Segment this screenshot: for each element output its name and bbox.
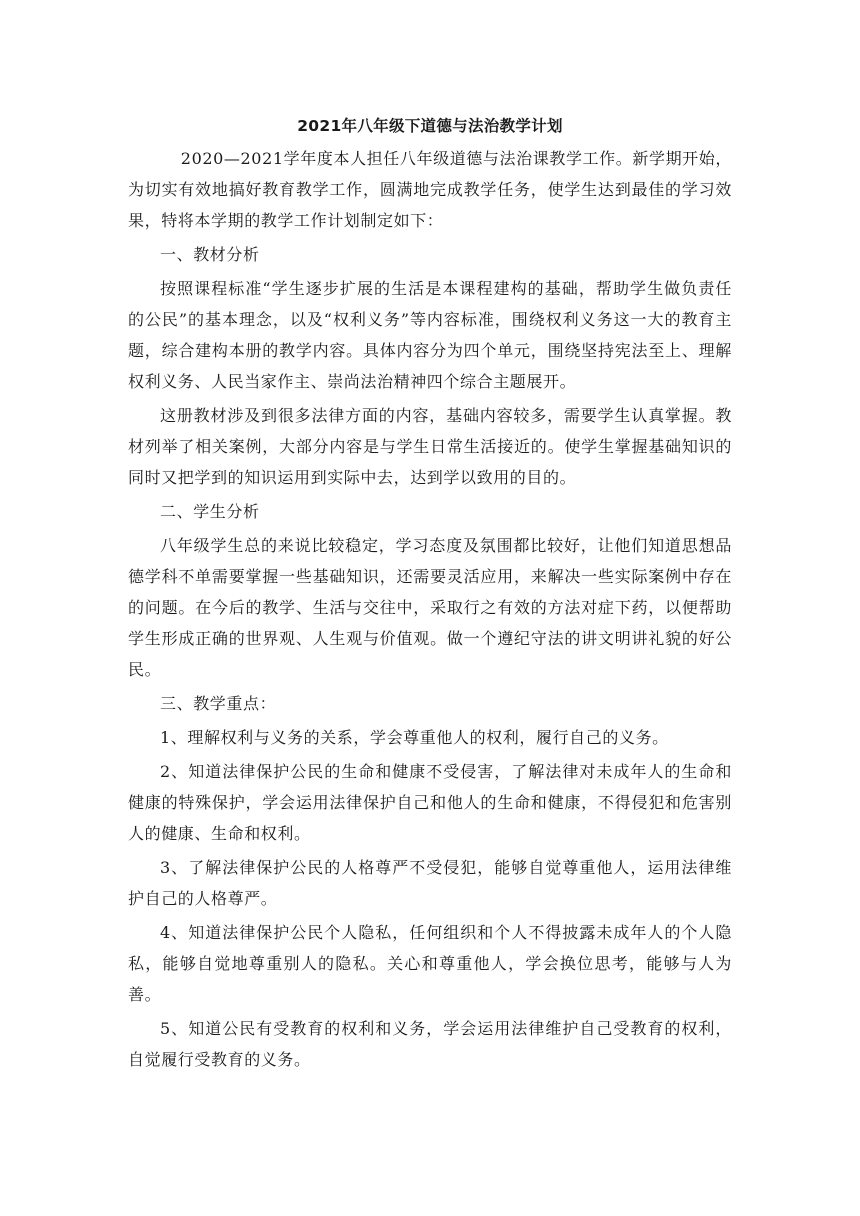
teaching-focus-item-5: 5、知道公民有受教育的权利和义务，学会运用法律维护自己受教育的权利，自觉履行受教育的义务。 — [128, 1019, 732, 1069]
section-heading-student-analysis: 二、学生分析 — [160, 502, 260, 521]
textbook-analysis-paragraph-1: 按照课程标准“学生逐步扩展的生活是本课程建构的基础，帮助学生做负责任的公民”的基本理念，以及“权利义务”等内容标准，围绕权利义务这一大的教育主题，综合建构本册的教学内容。具体内容分为四个单元，围绕坚持宪法至上、理解权利义务、人民当家作主、崇尚法治精神四个综合主题展开。 — [128, 279, 732, 391]
intro-paragraph: 2020—2021学年度本人担任八年级道德与法治课教学工作。新学期开始，为切实有效地搞好教育教学工作，圆满地完成教学任务，使学生达到最佳的学习效果，特将本学期的教学工作计划制定如下： — [128, 149, 732, 230]
document-title: 2021年八年级下道德与法治教学计划 — [297, 117, 563, 135]
teaching-focus-item-1: 1、理解权利与义务的关系，学会尊重他人的权利，履行自己的义务。 — [160, 728, 669, 747]
document-body — [128, 113, 732, 1075]
section-heading-textbook-analysis: 一、教材分析 — [160, 245, 260, 264]
section-heading-teaching-focus: 三、教学重点： — [160, 694, 277, 713]
textbook-analysis-paragraph-2: 这册教材涉及到很多法律方面的内容，基础内容较多，需要学生认真掌握。教材列举了相关案例，大部分内容是与学生日常生活接近的。使学生掌握基础知识的同时又把学到的知识运用到实际中去，达到学以致用的目的。 — [128, 406, 732, 487]
teaching-focus-item-4: 4、知道法律保护公民个人隐私，任何组织和个人不得披露未成年人的个人隐私，能够自觉地尊重别人的隐私。关心和尊重他人，学会换位思考，能够与人为善。 — [128, 923, 732, 1004]
student-analysis-paragraph: 八年级学生总的来说比较稳定，学习态度及氛围都比较好，让他们知道思想品德学科不单需要掌握一些基础知识，还需要灵活应用，来解决一些实际案例中存在的问题。在今后的教学、生活与交往中，采取行之有效的方法对症下药，以便帮助学生形成正确的世界观、人生观与价值观。做一个遵纪守法的讲文明讲礼貌的好公民。 — [128, 536, 732, 679]
teaching-focus-item-3: 3、了解法律保护公民的人格尊严不受侵犯，能够自觉尊重他人，运用法律维护自己的人格尊严。 — [128, 858, 732, 908]
teaching-focus-item-2: 2、知道法律保护公民的生命和健康不受侵害，了解法律对未成年人的生命和健康的特殊保护，学会运用法律保护自己和他人的生命和健康，不得侵犯和危害别人的健康、生命和权利。 — [128, 762, 732, 843]
